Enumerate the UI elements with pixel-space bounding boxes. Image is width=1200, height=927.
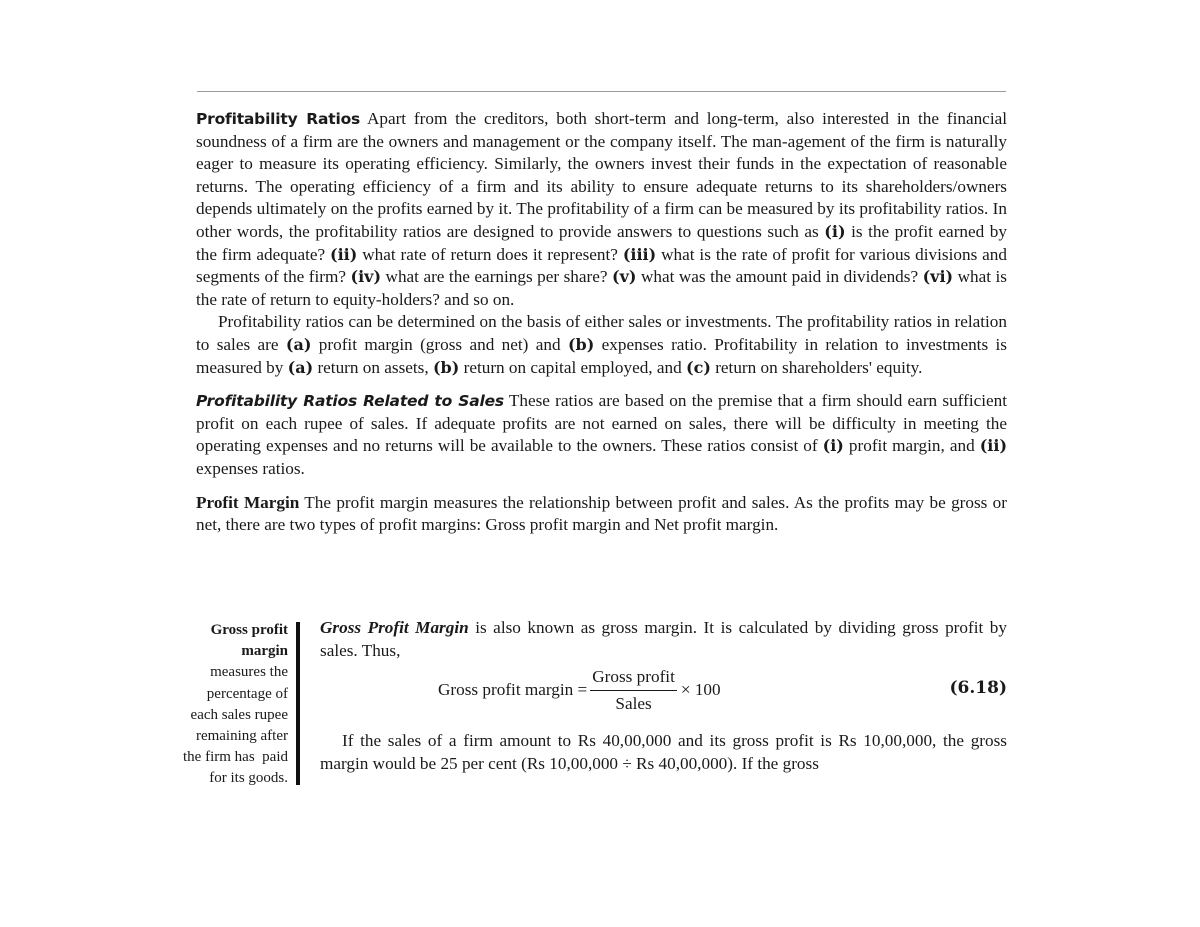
ratios-related-to-sales-paragraph: Profitability Ratios Related to Sales These ratios are based on the premise that a firm should earn sufficient profit on each rupee of sales. If adequate profits are not earned on sales, there will be difficulty in meeting the operating expenses and no returns will be available to the owners. These ratios consist of (i) profit margin, and (ii) expenses ratios.	[196, 391, 1008, 478]
profit-margin-paragraph: Profit Margin The profit margin measures the relationship between profit and sales. As the profits may be gross or net, there are two types of profit margins: Gross profit margin and Net profit margin.	[196, 492, 1007, 535]
gross-profit-margin-paragraph: Gross Profit Margin is also known as gross margin. It is calculated by dividing gross profit by sales. Thus,	[320, 618, 1007, 660]
formula-numerator: Gross profit	[590, 667, 677, 691]
margin-note-bar	[296, 622, 300, 785]
gross-margin-example-paragraph: If the sales of a firm amount to Rs 40,00,000 and its gross profit is Rs 10,00,000, the gross margin would be 25 per cent (Rs 10,00,000 ÷ Rs 40,00,000). If the gross	[320, 731, 1007, 773]
formula-fraction	[590, 667, 677, 714]
formula-row	[320, 662, 1007, 718]
section-heading-profitability-ratios: Profitability Ratios	[196, 110, 361, 128]
profitability-ratios-paragraph: Profitability Ratios Apart from the creditors, both short-term and long-term, also interested in the financial soundness of a firm are the owners and management or the company itself. The man-agement of the firm is naturally eager to measure its operating efficiency. Similarly, the owners invest their funds in the expectation of reasonable returns. The operating efficiency of a firm and its ability to ensure adequate returns to its shareholders/owners depends ultimately on the profits earned by it. The profitability of a firm can be measured by its profitability ratios. In other words, the profitability ratios are designed to provide answers to questions such as (i) is the profit earned by the firm adequate? (ii) what rate of return does it represent? (iii) what is the rate of profit for various divisions and segments of the firm? (iv) what are the earnings per share? (v) what was the amount paid in dividends? (vi) what is the rate of return to equity-holders? and so on.	[196, 109, 1007, 309]
formula-multiplier: × 100	[680, 680, 721, 700]
top-rule	[197, 91, 1006, 92]
section-heading-gross-profit-margin: Gross Profit Margin	[320, 618, 469, 637]
margin-note: Gross profit margin measures the percentage of each sales rupee remaining after the firm has paid for its goods.	[183, 622, 288, 787]
formula-lhs: Gross profit margin =	[438, 680, 588, 700]
spacer	[196, 379, 1007, 390]
equation-number: (6.18)	[949, 678, 1007, 699]
page-body	[196, 108, 1007, 537]
profitability-basis-paragraph: Profitability ratios can be determined on the basis of either sales or investments. The profitability ratios in relation to sales are (a) profit margin (gross and net) and (b) expenses ratio. Profitability in relation to investments is measured by (a) return on assets, (b) return on capital employed, and (c) return on shareholders' equity.	[196, 312, 1007, 377]
section-heading-related-to-sales: Profitability Ratios Related to Sales	[196, 392, 504, 411]
formula-denominator: Sales	[615, 693, 652, 713]
spacer	[196, 481, 1007, 492]
gross-profit-margin-block	[320, 617, 1007, 775]
section-heading-profit-margin: Profit Margin	[196, 492, 300, 512]
gross-profit-margin-formula	[438, 662, 721, 718]
